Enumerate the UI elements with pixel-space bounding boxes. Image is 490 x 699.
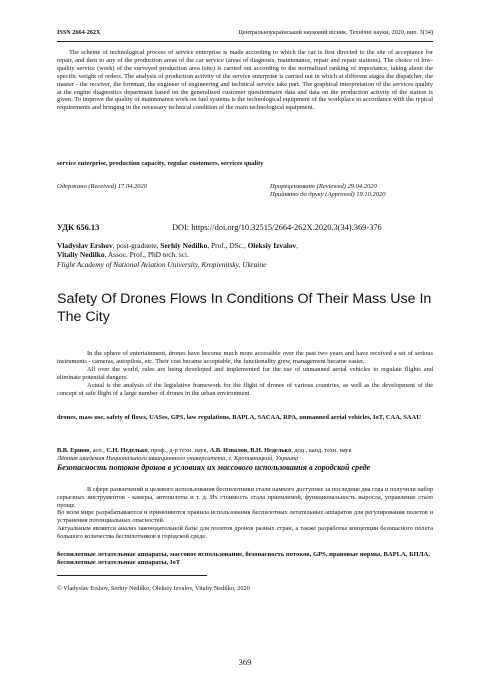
- abstract-en-paragraph: Actual is the analysis of the legislative framework for the flight of drones of various countries, as well as the development of the concept of safe flight of a large number of drones in the urban environment.: [57, 381, 433, 397]
- author-name: Vitaliy Nedilko: [57, 250, 105, 260]
- abstract-en: [57, 350, 433, 397]
- previous-article-keywords: service enterprise, production capacity, regular customers, services quality: [57, 160, 264, 167]
- authors-en: [57, 241, 433, 269]
- author-role: , Prof., DSc.,: [207, 241, 248, 250]
- article-title-en: Safety Of Drones Flows In Conditions Of Their Mass Use In The City: [57, 291, 432, 325]
- reviewed-date: Прорецензовано (Reviewed) 29.04.2020: [270, 183, 377, 190]
- udk-doi-line: [57, 223, 433, 233]
- copyright-footnote: [57, 575, 250, 595]
- author-name: А.В. Извалов, В.Н. Неделько: [209, 447, 292, 454]
- abstract-en-paragraph: In the sphere of entertainment, drones have become much more accessible over the past two years and have received a set of serious instruments - cameras, autopilots, etc. Their cost became acceptable, the functionality grew, management became easier.: [57, 350, 433, 365]
- copyright-text: © Vladyslav Ershov, Serhiy Nedilko, Oleksiy Izvalov, Vitaliy Nedilko, 2020: [57, 585, 250, 592]
- author-role: , доц., канд. техн. наук: [291, 447, 352, 454]
- issn-label: ISSN 2664-262X: [57, 29, 101, 36]
- author-role: , Assoc. Prof., PhD tech. sci.: [104, 250, 189, 260]
- doi-link[interactable]: DOI: https://doi.org/10.32515/2664-262X.2020.3(34).369-376: [172, 223, 382, 232]
- authors-ru: [57, 447, 433, 463]
- journal-name: Центральноукраїнський науковий вісник. Технічні науки, 2020, вип. 3(34): [238, 29, 433, 36]
- author-role: ,: [296, 241, 299, 250]
- affiliation-en: Flight Academy of National Aviation University, Kropivnitsky, Ukraine: [57, 259, 267, 269]
- approved-date: Прийнято до друку (Approved) 19.10.2020: [270, 191, 386, 199]
- affiliation-ru: Лётная академия Национального авиационного университета, г. Кропивницкий, Украина: [57, 454, 299, 462]
- abstract-ru-paragraph: В сфере развлечений и целевого использования беспилотники стали намного доступнее за последние два года и получили набор серьезных инструментов - камеры, автопилоты и т. д. Их стоимость стала приемлемой, функциональность выросла, управление стало проще.: [57, 486, 433, 509]
- abstract-ru: [57, 486, 433, 541]
- keywords-en: drones, mass use, safety of flows, UASes, GPS, law regulations, BAPLA, SACAA, RPA, unmanned aerial vehicles, IoT, CAA, SAAU: [57, 414, 421, 421]
- page-number: 369: [238, 657, 252, 667]
- running-header: [57, 29, 433, 42]
- abstract-en-paragraph: All over the world, rules are being developed and implemented for the use of unmanned aerial vehicles to regulate flights and eliminate potential dangers.: [57, 365, 433, 381]
- received-date: Одержано (Received) 17.04.2020: [57, 183, 148, 190]
- abstract-ru-paragraph: Актуальным является анализ законодательной базы для полетов дронов разных стран, а также разработка концепции безопасного полета большого количества беспилотников в городской среде.: [57, 524, 433, 540]
- abstract-ru-paragraph: Во всем мире разрабатываются и применяются правила использования беспилотных летательных аппаратов для регулирования полетов и устранения потенциальных опасностей.: [57, 509, 433, 525]
- author-name: Serhiy Nedilko: [160, 241, 208, 250]
- author-role: , post-graduete,: [112, 241, 161, 250]
- udk-code: УДК 656.13: [57, 223, 100, 232]
- article-dates: [57, 183, 433, 199]
- previous-article-abstract: The scheme of technological process of service enterprise is made according to which the car is first directed to the site of acceptance for repair, and then to any of the production areas of the car service (areas of diagnosis, maintenance, repair and repair stations). The choice of low-quality service (work) of the surveyed production area (site) is carried out according to the normalized ranking of importance, taking about the specific weight of orders. The analysis of production activity of the service enterprise is carried out in which at different stages the dispatcher, the master - the receiver, the foreman, the engineer of engineering and technical service take part. The graphical interpretation of the services quality at the engine diagnostics department based on the generalized customer questionnaire data and data on the production activity of the station is given. To improve the quality of maintenance work on fuel systems is the technological equipment of the workplace in accordance with the typical requirements and bringing in the necessary technical condition of the main technological equipment.: [57, 49, 433, 112]
- article-title-ru: Безопасность потоков дронов в условиях их массового использования в городской среде: [57, 463, 371, 472]
- author-name: Oleksiy Izvalov: [247, 241, 297, 250]
- author-role: , проф., д-р техн. наук,: [147, 447, 210, 454]
- author-name: С.Н. Неделько: [106, 447, 148, 454]
- author-role: , асп.,: [89, 447, 107, 454]
- author-name: В.В. Ершов: [57, 447, 90, 454]
- author-name: Vladyslav Ershov: [57, 241, 113, 250]
- keywords-ru: беспилотные летательные аппараты, массовое использование, безопасность потоков, GPS, правовые нормы, BAPLA, БПЛА, беспилотные летательные аппараты, IoT: [57, 551, 430, 566]
